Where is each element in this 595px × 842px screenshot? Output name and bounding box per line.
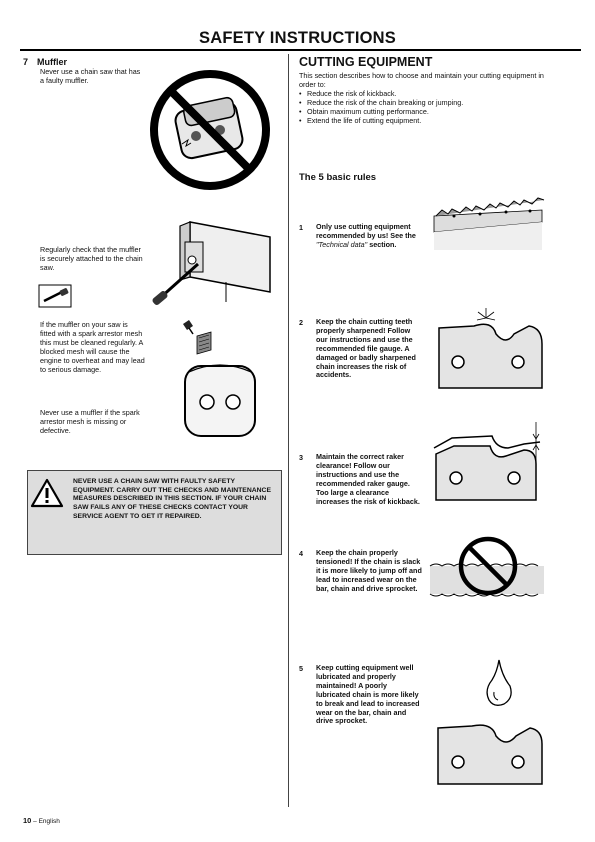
muffler-para-2: Regularly check that the muffler is securely attached to the chain saw. <box>40 245 143 272</box>
cutting-equipment-bullets <box>299 90 559 126</box>
chain-bar-illustration <box>432 196 544 251</box>
page-number-value: 10 <box>23 816 32 825</box>
faulty-muffler-prohibited-illustration <box>148 66 273 196</box>
muffler-para-3: If the muffler on your saw is fitted with a spark arrestor mesh this must be cleaned regularly. A blocked mesh will cause the engine to overheat and may lead to serious damage. <box>40 320 145 374</box>
sharpened-tooth-illustration <box>434 304 544 394</box>
tool-icon <box>38 284 72 308</box>
rule-text-4: Keep the chain properly tensioned! If the chain is slack it is more likely to jump off and lead to increased wear on the bar, chain and drive sprocket. <box>316 548 422 593</box>
rule-number: 3 <box>299 453 303 462</box>
rule-number: 2 <box>299 318 303 327</box>
muffler-attached-illustration <box>150 212 275 312</box>
cutting-equipment-intro: This section describes how to choose and maintain your cutting equipment in order to: <box>299 71 544 89</box>
page-number <box>23 816 60 825</box>
bullet-item: • Extend the life of cutting equipment. <box>299 117 559 126</box>
bullet-item: • Reduce the risk of the chain breaking or jumping. <box>299 99 559 108</box>
rule-text-1a: Only use cutting equipment recommended by us! See the <box>316 222 416 240</box>
bullet-item: • Reduce the risk of kickback. <box>299 90 559 99</box>
rule-text-1 <box>316 223 423 250</box>
rule-text-1b: section. <box>367 239 397 249</box>
muffler-para-4: Never use a muffler if the spark arrestor mesh is missing or defective. <box>40 408 140 435</box>
spark-arrestor-illustration <box>175 318 275 448</box>
rule-number: 5 <box>299 664 303 673</box>
rule-number: 1 <box>299 223 303 232</box>
rule-text-2: Keep the chain cutting teeth properly sharpened! Follow our instructions and use the recommended file gauge. A damaged or badly sharpened chain increases the risk of accidents. <box>316 317 416 380</box>
raker-clearance-illustration <box>432 420 544 502</box>
cutting-equipment-title: CUTTING EQUIPMENT <box>299 55 433 69</box>
rule-text-1-italic: "Technical data" <box>316 239 368 249</box>
rule-text-5: Keep cutting equipment well lubricated and properly maintained! A poorly lubricated chain is more likely to break and lead to increased wear on the bar, chain and drive sprocket. <box>316 663 420 726</box>
muffler-number: 7 <box>23 57 29 67</box>
title-rule <box>20 49 581 51</box>
rule-number: 4 <box>299 549 303 558</box>
page-title: SAFETY INSTRUCTIONS <box>199 29 396 47</box>
warning-triangle-icon <box>30 478 64 508</box>
lubricated-chain-link-illustration <box>436 718 544 786</box>
rule-text-3: Maintain the correct raker clearance! Follow our instructions and use the recommended raker gauge. Too large a clearance increases the risk of kickback. <box>316 452 420 506</box>
muffler-heading <box>23 57 76 67</box>
muffler-title: Muffler <box>37 57 68 67</box>
page-language: – English <box>33 818 60 825</box>
muffler-para-1: Never use a chain saw that has a faulty muffler. <box>40 67 141 85</box>
warning-text: NEVER USE A CHAIN SAW WITH FAULTY SAFETY EQUIPMENT. CARRY OUT THE CHECKS AND MAINTENANCE MEASURES DESCRIBED IN THIS SECTION. IF YOUR CHAIN SAW FAILS ANY OF THESE CHECKS CONTACT YOUR SERVICE AGENT TO GET IT REPAIRED. <box>73 478 271 520</box>
column-divider <box>288 54 289 807</box>
bullet-item: • Obtain maximum cutting performance. <box>299 108 559 117</box>
slack-chain-prohibited-illustration <box>428 522 546 622</box>
rules-heading: The 5 basic rules <box>299 172 377 183</box>
oil-drop-illustration <box>484 658 514 708</box>
